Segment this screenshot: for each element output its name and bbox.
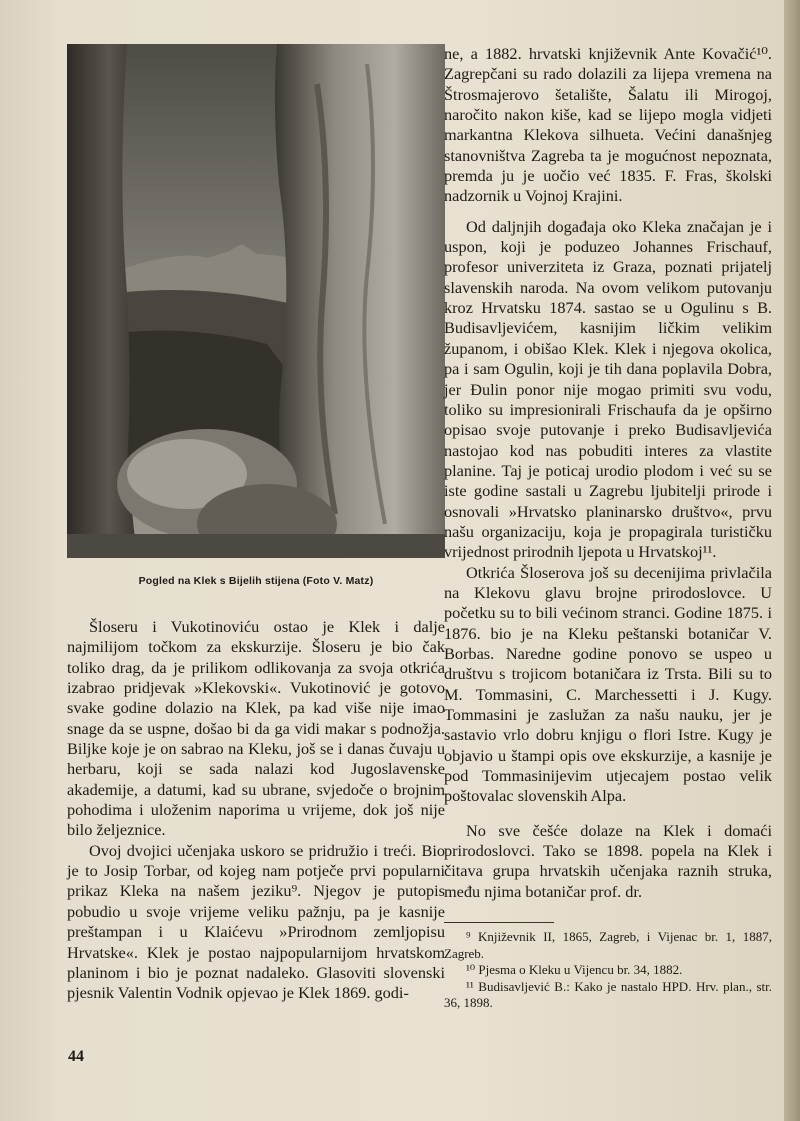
left-paragraph-2: Ovoj dvojici učenjaka uskoro se pridružio i treći. Bio je to Josip Torbar, od kojeg nam potječe prvi popularni prikaz Kleka na našem jeziku⁹. Njegov je putopis pobudio u svoje vrijeme veliku pažnju, pa je kasnije preštampan i u Klaićevu »Prirodnom zemljopisu Hrvatske«. Klek je postao najpopularnijom hrvatskom planinom i bio je poznat nadaleko. Glasoviti slovenski pjesnik Valentin Vodnik opjevao je Klek 1869. godi- <box>67 840 445 1003</box>
footnote-11: ¹¹ Budisavljević B.: Kako je nastalo HPD. Hrv. plan., str. 36, 1898. <box>444 978 772 1011</box>
right-body-text <box>444 44 772 902</box>
klek-photograph <box>67 44 445 558</box>
right-column <box>444 44 772 1012</box>
klek-photo-image <box>67 44 445 558</box>
left-paragraph-1: Šloseru i Vukotinoviću ostao je Klek i dalje najmilijom točkom za ekskurzije. Šloseru je bio čak toliko drag, da je prilikom odlikovanja za svoja otkrića izabrao pridjevak »Klekovski«. Vukotinović je gotovo svake godine dolazio na Klek, pa kad više nije imao snage da se uspne, došao bi da ga vidi makar s podnožja. Biljke koje je on sabrao na Kleku, još se i danas čuvaju u herbaru, koji se sada nalazi kod Jugoslavenske akademije, a datumi, kad su ubrane, svjedoče o brojnim pohodima i uloženim naporima u vrijeme, dok još nije bilo željeznice. <box>67 617 445 840</box>
right-paragraph-4: No sve češće dolaze na Klek i domaći prirodoslovci. Tako se 1898. popela na Klek i čitava grupa hrvatskih učenjaka raznih struka, među njima botaničar prof. dr. <box>444 820 772 901</box>
page-number: 44 <box>68 1048 84 1065</box>
footnote-9: ⁹ Književnik II, 1865, Zagreb, i Vijenac br. 1, 1887, Zagreb. <box>444 929 772 961</box>
footnote-divider <box>444 922 554 923</box>
footnotes <box>444 922 772 1012</box>
right-paragraph-2: Od daljnjih događaja oko Kleka značajan je i uspon, koji je poduzeo Johannes Frischauf, profesor univerziteta iz Graza, poznati prijatelj slavenskih naroda. Na ovom velikom putovanju kroz Hrvatsku 1874. sastao se u Ogulinu s B. Budisavljevićem, kasnijim ličkim velikim županom, i obišao Klek. Klek i njegova okolica, pa i sam Ogulin, koji je tih dana poplavila Dobra, jer Đulin ponor nije mogao primiti svu vodu, toliko su impresionirali Frischaufa da je opširno opisao svoje putovanje i preko Budisavljevića nastojao kod nas pobuditi interes za vlastite planine. Taj je poticaj urodio plodom i već su se iste godine sastali u Zagrebu ljubitelji prirode i osnovali »Hrvatsko planinarsko društvo«, prvu našu organizaciju, koja je propagirala turističku vrijednost prirodnih ljepota u Hrvatskoj¹¹. <box>444 216 772 562</box>
right-paragraph-1: ne, a 1882. hrvatski književnik Ante Kovačić¹⁰. Zagrepčani su rado dolazili za lijepa vremena na Štrosmajerovo šetalište, Šalatu ili Mirogoj, naročito nakon kiše, kad se lijepo mogla vidjeti markantna Klekova silhueta. Većini današnjeg stanovništva Zagreba ta je mogućnost nepoznata, premda ju je uočio već 1835. F. Fras, školski nadzornik u Vojnoj Krajini. <box>444 44 772 206</box>
footnote-10: ¹⁰ Pjesma o Kleku u Vijencu br. 34, 1882. <box>466 962 683 978</box>
right-paragraph-3: Otkrića Šloserova još su decenijima privlačila na Klekovu glavu brojne prirodoslovce. U početku su to bili većinom stranci. Godine 1875. i 1876. bio je na Kleku peštanski botaničar V. Borbas. Naredne godine ponovo se uspeo u društvu s trojicom botaničara iz Trsta. Bili su to M. Tommasini, C. Marchessetti i J. Kugy. Tommasini je zaslužan za našu nauku, jer je sastavio vrlo dobru knjigu o flori Istre. Kugy je objavio u štampi opis ove ekskurzije, a kasnije je pod Tommasinijevim utjecajem postao velik poštovalac slovenskih Alpa. <box>444 562 772 806</box>
left-body-text <box>67 617 445 1004</box>
page-edge <box>784 0 800 1121</box>
left-column <box>67 44 445 1004</box>
photo-caption: Pogled na Klek s Bijelih stijena (Foto V. Matz) <box>138 575 374 587</box>
